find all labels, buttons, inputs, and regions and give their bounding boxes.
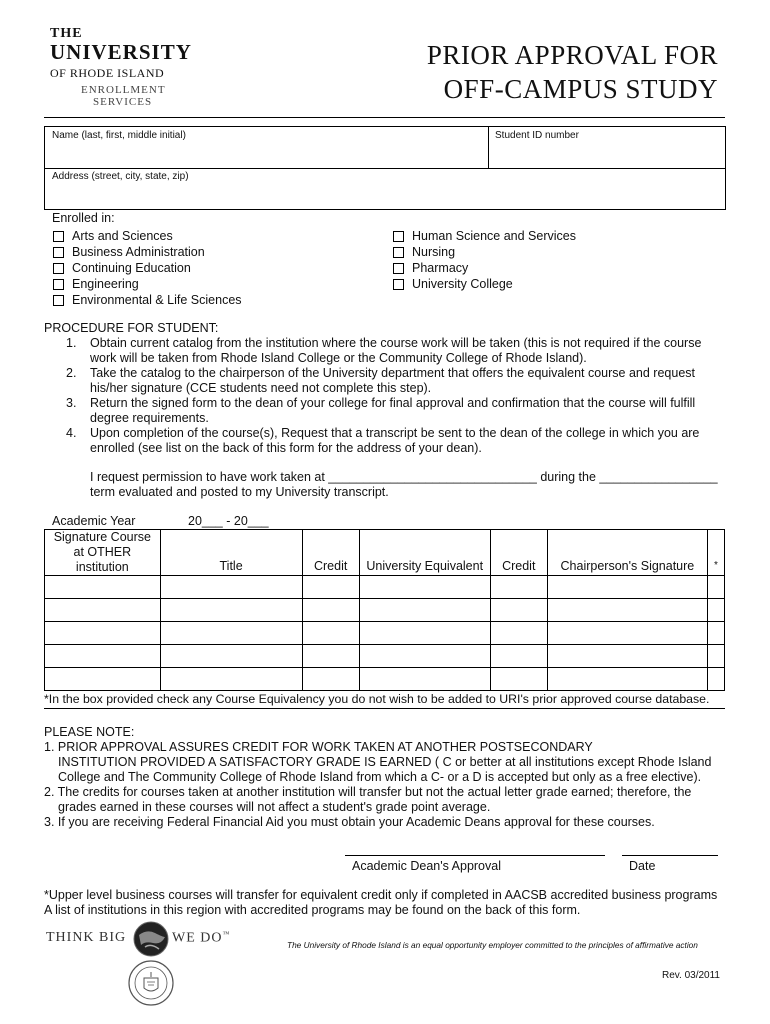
col-divider — [488, 127, 489, 168]
business-note-line1: *Upper level business courses will transfer for equivalent credit only if completed in AACSB accredited business programs — [44, 888, 718, 902]
request-line-1[interactable]: I request permission to have work taken at ______________________________ during the _________________ — [90, 470, 718, 484]
header-signature-course: Signature Course at OTHER institution — [45, 530, 161, 576]
student-info-box — [44, 126, 726, 210]
table-row — [45, 668, 725, 691]
enrolled-option[interactable]: University College — [393, 276, 576, 292]
exclude-checkbox[interactable] — [707, 576, 724, 599]
checkbox[interactable] — [53, 231, 64, 242]
procedure-heading: PROCEDURE FOR STUDENT: — [44, 321, 219, 335]
checkbox[interactable] — [53, 295, 64, 306]
enrolled-label: Enrolled in: — [52, 211, 115, 225]
think-big-text: THINK BIG — [46, 930, 127, 945]
header-chairperson-signature: Chairperson's Signature — [547, 530, 707, 576]
please-note-heading: PLEASE NOTE: — [44, 725, 135, 739]
please-note-items: 1. PRIOR APPROVAL ASSURES CREDIT FOR WORK TAKEN AT ANOTHER POSTSECONDARY INSTITUTION PROVIDED A SATISFACTORY GRADE IS EARNED ( C or better at all institutions except Rhode Island College and The Community College of Rhode Island from which a C- or a D is accepted but only as a free elective). 2. The credits for courses taken at another institution will transfer but not the actual letter grade earned; therefore, the grades earned in these courses will not affect a student's grade point average. 3. If you are receiving Federal Financial Aid you must obtain your Academic Deans approval for these courses. — [44, 740, 712, 829]
checkbox[interactable] — [53, 247, 64, 258]
exclude-checkbox[interactable] — [707, 668, 724, 691]
checkbox[interactable] — [53, 279, 64, 290]
header-credit-2: Credit — [490, 530, 547, 576]
date-label: Date — [629, 859, 656, 873]
header-exclude-marker: * — [707, 530, 724, 576]
enrolled-option[interactable]: Business Administration — [53, 244, 242, 260]
globe-icon — [133, 921, 169, 957]
procedure-step: 2. Take the catalog to the chairperson of the University department that offers the equivalent course and request his/her signature (CCE students need not complete this step). — [66, 366, 695, 395]
checkbox[interactable] — [393, 263, 404, 274]
student-id-field[interactable]: Student ID number — [495, 130, 579, 141]
table-header-row — [45, 530, 725, 576]
table-row — [45, 645, 725, 668]
table-row — [45, 599, 725, 622]
logo-university: UNIVERSITY — [50, 40, 192, 64]
enrolled-option[interactable]: Environmental & Life Sciences — [53, 292, 242, 308]
procedure-step: 3. Return the signed form to the dean of your college for final approval and confirmation that the course will fulfill degree requirements. — [66, 396, 696, 425]
logo-services: SERVICES — [93, 96, 153, 108]
header-university-equivalent: University Equivalent — [359, 530, 490, 576]
academic-year-field[interactable]: 20___ - 20___ — [188, 514, 269, 528]
academic-year-label: Academic Year — [52, 514, 136, 528]
course-table — [44, 529, 725, 691]
checkbox[interactable] — [393, 279, 404, 290]
exclude-checkbox[interactable] — [707, 645, 724, 668]
enrolled-right-list — [393, 228, 576, 292]
procedure-step: 1. Obtain current catalog from the institution where the course work will be taken (this is not required if the course work will be taken from Rhode Island College or the Community College of Rhode Island). — [66, 336, 702, 365]
exclude-checkbox[interactable] — [707, 622, 724, 645]
eeo-statement: The University of Rhode Island is an equal opportunity employer committed to the principles of affirmative action — [287, 940, 698, 950]
enrolled-option[interactable]: Arts and Sciences — [53, 228, 242, 244]
enrolled-option[interactable]: Human Science and Services — [393, 228, 576, 244]
we-do-text: WE DO™ — [172, 930, 231, 946]
logo-enrollment: ENROLLMENT — [81, 84, 166, 96]
table-row — [45, 622, 725, 645]
university-seal-icon — [128, 960, 174, 1006]
checkbox[interactable] — [393, 247, 404, 258]
procedure-step: 4. Upon completion of the course(s), Request that a transcript be sent to the dean of the college in which you are enrolled (see list on the back of this form for the address of your dean). — [66, 426, 700, 455]
request-line-2: term evaluated and posted to my University transcript. — [90, 485, 389, 499]
checkbox[interactable] — [393, 231, 404, 242]
enrolled-option[interactable]: Nursing — [393, 244, 576, 260]
header-title: Title — [160, 530, 302, 576]
enrolled-option[interactable]: Pharmacy — [393, 260, 576, 276]
exclude-checkbox[interactable] — [707, 599, 724, 622]
header-divider — [44, 117, 725, 118]
form-title-line2: OFF-CAMPUS STUDY — [443, 74, 718, 104]
procedure-steps — [66, 336, 716, 456]
enrolled-option[interactable]: Engineering — [53, 276, 242, 292]
dean-approval-label: Academic Dean's Approval — [352, 859, 501, 873]
table-footnote: *In the box provided check any Course Equivalency you do not wish to be added to URI's prior approved course database. — [44, 692, 710, 706]
date-signature-line[interactable] — [622, 855, 718, 856]
revision-date: Rev. 03/2011 — [661, 970, 720, 981]
row-divider — [45, 168, 725, 169]
table-row — [45, 576, 725, 599]
logo-the: THE — [50, 26, 83, 41]
checkbox[interactable] — [53, 263, 64, 274]
enrolled-left-list — [53, 228, 242, 308]
name-field[interactable]: Name (last, first, middle initial) — [52, 130, 186, 141]
address-field[interactable]: Address (street, city, state, zip) — [52, 171, 189, 182]
enrolled-option[interactable]: Continuing Education — [53, 260, 242, 276]
footnote-divider — [44, 708, 725, 709]
form-title-line1: PRIOR APPROVAL FOR — [426, 40, 718, 70]
dean-signature-line[interactable] — [345, 855, 605, 856]
logo-of-rhode-island: OF RHODE ISLAND — [50, 66, 165, 80]
business-note-line2: A list of institutions in this region with accredited programs may be found on the back of this form. — [44, 903, 581, 917]
header-credit: Credit — [302, 530, 359, 576]
